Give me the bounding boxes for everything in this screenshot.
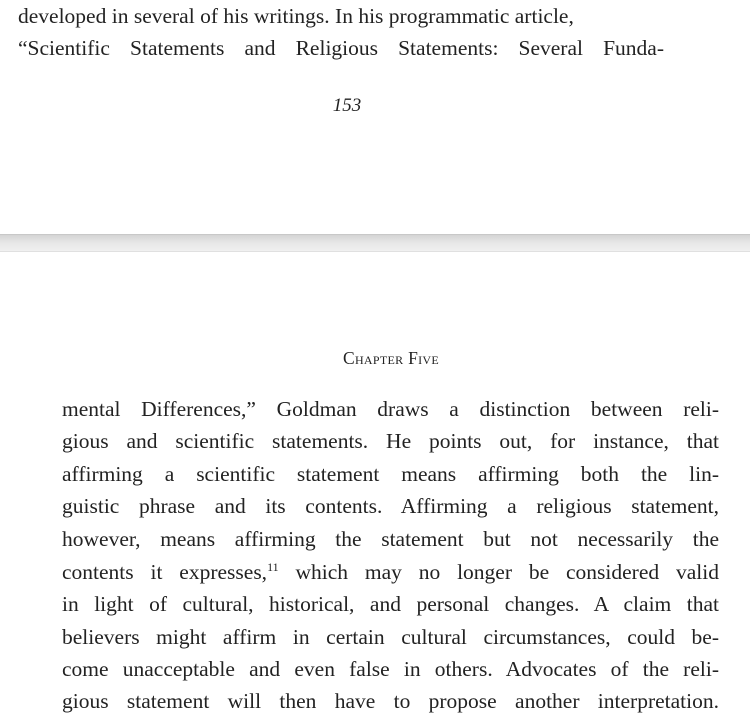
text-line: believers might affirm in certain cultural circumstances, could be- [62,625,719,649]
text-line: affirming a scientific statement means affirming both the lin- [62,462,719,486]
footnote-marker: 11 [267,560,279,574]
text-line: come unacceptable and even false in others. Advocates of the reli- [62,657,719,681]
page-number: 153 [332,95,362,116]
text-line [62,556,719,588]
text-line: “Scientific Statements and Religious Statements: Several Funda- [18,36,664,60]
text-segment: contents it expresses, [62,560,268,584]
text-segment: which may no longer be considered valid [278,560,719,584]
text-line: gious statement will then have to propose another interpretation. [62,689,719,713]
bottom-page [0,252,750,717]
page-separator [0,234,750,252]
text-line: gious and scientific statements. He points out, for instance, that [62,429,719,453]
text-line: guistic phrase and its contents. Affirming a religious statement, [62,494,719,518]
text-line: in light of cultural, historical, and personal changes. A claim that [62,592,719,616]
text-line: developed in several of his writings. In his programmatic article, [18,4,574,28]
top-page [0,0,750,234]
running-head: Chapter Five [342,348,440,368]
text-line: however, means affirming the statement but not necessarily the [62,527,719,551]
text-line: mental Differences,” Goldman draws a distinction between reli- [62,397,719,421]
